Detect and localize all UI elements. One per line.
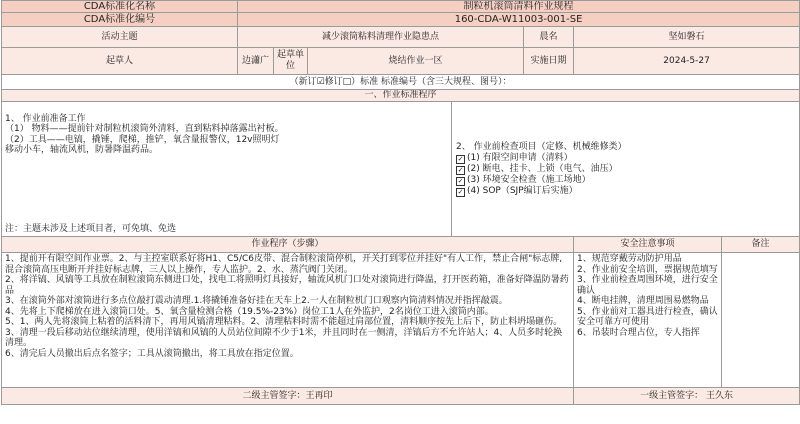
drafter-name: 边瀟广	[238, 48, 274, 75]
checkbox-checked-icon[interactable]: ✓	[457, 155, 464, 163]
pre-check-item[interactable]	[456, 164, 797, 175]
team-label: 晨名	[524, 27, 574, 48]
checkbox-checked-icon[interactable]: ✓	[457, 166, 464, 174]
unit-label: 起草单位	[274, 48, 308, 75]
preparation-note: 注：主题未涉及上述项目者，可免填、免选	[5, 223, 177, 234]
preparation-block	[2, 102, 452, 237]
pre-check-list	[456, 153, 797, 197]
pre-check-item-label: (2) 断电、挂卡、上锁（电气、油压）	[467, 164, 618, 174]
checkbox-checked-icon[interactable]: ✓	[457, 177, 464, 185]
drafter-label: 起草人	[2, 48, 238, 75]
revision-line: （新订☑修订□）标准 标准编号（含三大规程、图号）：	[2, 75, 800, 90]
second-level-signature: 二级主管签字：王再印	[2, 388, 574, 405]
pre-check-item-label: (3) 环境安全检查（施工场地）	[467, 175, 591, 185]
sop-form	[1, 0, 800, 405]
team-value: 坚如磐石	[574, 27, 800, 48]
name-value: 制粒机滚筒清料作业规程	[238, 1, 800, 13]
pre-check-item-label: (1) 有限空间申请（清料）	[467, 153, 573, 163]
pre-check-title: 2、 作业前检查项目（定修、机械维修类）	[456, 142, 627, 152]
pre-check-item[interactable]	[456, 175, 797, 186]
pre-check-item-label: (4) SOP（SJP编订后实施）	[467, 186, 578, 196]
section-title: 一、作业标准程序	[2, 90, 800, 102]
safety-header: 安全注意事项	[574, 237, 722, 253]
remark-cell	[722, 253, 800, 388]
remark-header: 备注	[722, 237, 800, 253]
checkbox-checked-icon[interactable]: ✓	[457, 188, 464, 196]
date-value: 2024-5-27	[574, 48, 800, 75]
program-steps: 1、提前开有限空间作业票。2、与主控室联系好将H1、C5/C6皮带、混合制粒滚筒停机，开关打到零位并挂好"有人工作，禁止合闸"标志牌,混合滚筒高压电断开并挂好标志牌，三人以上操作，专人监护。2、水、蒸汽阀门关闭。 2、将洋镐、风镐等工具放在制粒滚筒东侧进口处，找电工将照明灯具接好，轴流风机门口处对滚筒进行降温，打开医药箱，准备好降温防暑药品 3、在滚筒外部对滚筒进行多点位敲打震动清理.1.将撬锤准备好挂在天车上2.一人在制粒机门口观察内筒清料情况并指挥敲震。 4、先将上下爬梯放在进入滚筒口处。5、氧含量检测合格（19.5%-23%）岗位工1人在外监护，2名岗位工进入滚筒内部。 5、1、两人先将滚筒上粘着的活料清下，再用风镐清理粘料。2、清理粘料时需不能超过肩部位置，清料顺序按先上后下，防止料坍塌砸伤。3、清理一段后移动站位继续清理，使用洋镐和风镐的人员站位间隙不少于1米，并且同时在一侧清，洋镐后方不允许站人；4、人员多时轮换清理。 6、清完后人员撤出后点名签字；工具从滚筒撤出，将工具放在指定位置。	[2, 253, 574, 388]
date-label: 实施日期	[524, 48, 574, 75]
activity-value: 减少滚筒粘料清理作业隐患点	[238, 27, 524, 48]
unit-value: 烧结作业一区	[308, 48, 524, 75]
pre-check-item[interactable]	[456, 186, 797, 197]
code-label: CDA标准化编号	[2, 13, 238, 27]
pre-check-item[interactable]	[456, 153, 797, 164]
activity-label: 活动主题	[2, 27, 238, 48]
preparation-text: 1、 作业前准备工作 （1） 物料——提前针对制粒机滚筒外清料，直到粘料掉落露出衬板。 （2）工具——电镐，撬锤，爬梯，推铲，氧含量报警仪，12v照明灯 移动小车，轴流风机，防暑降温药品。	[5, 113, 284, 155]
safety-notes: 1、规范穿戴劳动防护用品 2、作业前安全培训，票据规范填写 3、作业前检查周围环境，进行安全确认 4、断电挂牌，清理周围易燃物品 5、作业前对工器具进行检查，确认安全可靠方可使用 6、吊装时合理占位，专人指挥	[574, 253, 722, 388]
name-label: CDA标准化名称	[2, 1, 238, 13]
pre-check-block	[452, 102, 800, 237]
program-header: 作业程序（步骤）	[2, 237, 574, 253]
code-value: 160-CDA-W11003-001-SE	[238, 13, 800, 27]
first-level-signature: 一级主管签字： 王久东	[574, 388, 800, 405]
